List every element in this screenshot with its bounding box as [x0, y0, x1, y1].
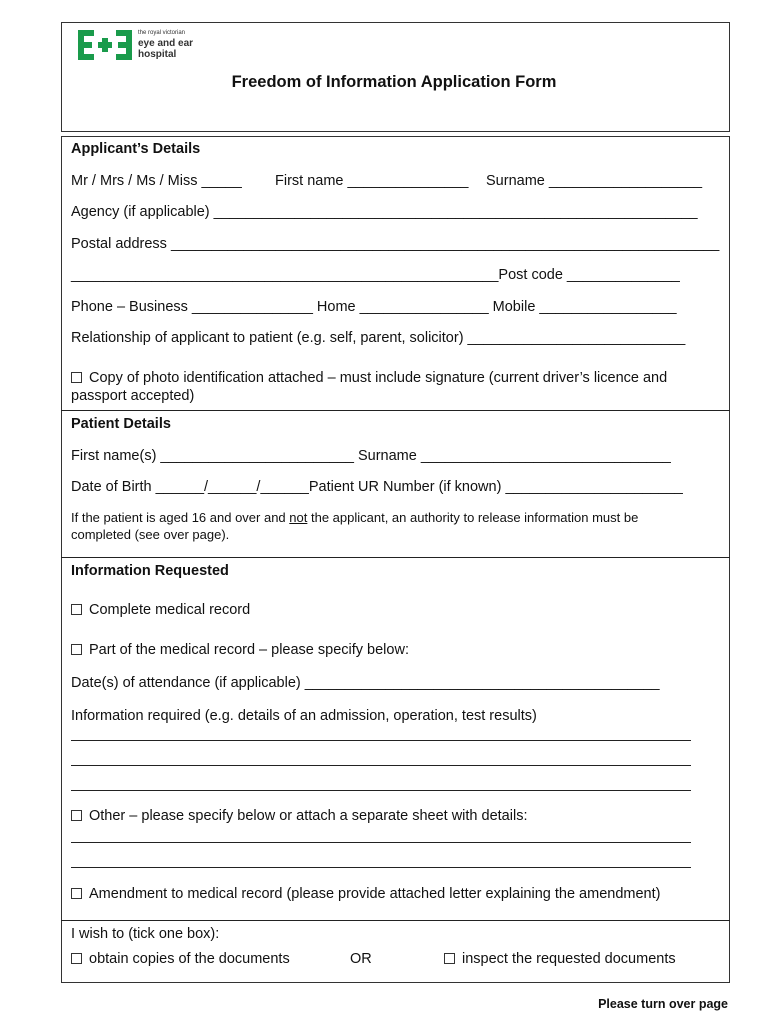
information-heading: Information Requested [71, 563, 229, 579]
photo-id-label: Copy of photo identification attached – must include signature (current driver’s licence and [89, 370, 668, 386]
form-title: Freedom of Information Application Form [231, 73, 557, 91]
information-required-label: Information required (e.g. details of an admission, operation, test results) [71, 708, 537, 724]
part-record-row [71, 641, 409, 659]
complete-record-label: Complete medical record [89, 602, 251, 618]
patient-note-cont: completed (see over page). [71, 527, 230, 542]
dob-ur-field[interactable]: Date of Birth ______/______/______Patient UR Number (if known) ______________________ [71, 479, 683, 495]
postcode-field[interactable]: _____________________________________________________Post code ______________ [71, 267, 680, 283]
logo-line1: eye and ear [138, 38, 194, 49]
other-line-1[interactable] [71, 842, 691, 843]
applicant-first-name-field[interactable]: First name _______________ [275, 173, 469, 189]
photo-id-checkbox[interactable] [71, 372, 82, 383]
applicant-surname-field[interactable]: Surname ___________________ [486, 173, 703, 189]
divider-patient [61, 410, 730, 411]
inspect-checkbox[interactable] [444, 953, 455, 964]
logo-line2: hospital [138, 49, 177, 60]
other-line-2[interactable] [71, 867, 691, 868]
part-record-checkbox[interactable] [71, 644, 82, 655]
amendment-checkbox[interactable] [71, 888, 82, 899]
divider-wish [61, 920, 730, 921]
relationship-field[interactable]: Relationship of applicant to patient (e.g. self, parent, solicitor) ___________________________ [71, 330, 686, 346]
attendance-dates-field[interactable]: Date(s) of attendance (if applicable) ____________________________________________ [71, 675, 660, 691]
other-checkbox[interactable] [71, 810, 82, 821]
amendment-row [71, 885, 660, 903]
logo-tagline: the royal victorian [138, 30, 186, 36]
postal-address-field[interactable]: Postal address ____________________________________________________________________ [71, 236, 720, 252]
patient-note-a: If the patient is aged 16 and over and [71, 510, 290, 525]
or-label: OR [350, 951, 372, 967]
inspect-label: inspect the requested documents [462, 951, 676, 967]
logo-mark-icon [78, 30, 132, 60]
photo-id-label-cont: passport accepted) [71, 388, 195, 404]
inspect-row [444, 950, 676, 968]
patient-note-not: not [289, 510, 308, 525]
title-field[interactable]: Mr / Mrs / Ms / Miss _____ [71, 173, 242, 189]
turn-over-note: Please turn over page [598, 997, 728, 1011]
patient-heading: Patient Details [71, 416, 171, 432]
info-line-1[interactable] [71, 740, 691, 741]
amendment-label: Amendment to medical record (please provide attached letter explaining the amendment) [89, 886, 661, 902]
form-box [61, 136, 730, 983]
complete-record-checkbox[interactable] [71, 604, 82, 615]
obtain-row [71, 950, 290, 968]
patient-note [71, 509, 638, 527]
wish-heading: I wish to (tick one box): [71, 926, 220, 942]
hospital-logo [78, 30, 194, 62]
other-label: Other – please specify below or attach a separate sheet with details: [89, 808, 528, 824]
phone-fields[interactable]: Phone – Business _______________ Home ________________ Mobile _________________ [71, 299, 677, 315]
other-row [71, 807, 527, 825]
patient-names-field[interactable]: First name(s) ________________________ Surname _______________________________ [71, 448, 671, 464]
info-line-2[interactable] [71, 765, 691, 766]
info-line-3[interactable] [71, 790, 691, 791]
part-record-label: Part of the medical record – please specify below: [89, 642, 409, 658]
divider-information [61, 557, 730, 558]
obtain-checkbox[interactable] [71, 953, 82, 964]
applicant-heading: Applicant’s Details [71, 141, 201, 157]
obtain-label: obtain copies of the documents [89, 951, 290, 967]
agency-field[interactable]: Agency (if applicable) ____________________________________________________________ [71, 204, 698, 220]
patient-note-b: the applicant, an authority to release information must be [307, 510, 639, 525]
photo-id-row [71, 369, 667, 387]
complete-record-row [71, 601, 250, 619]
